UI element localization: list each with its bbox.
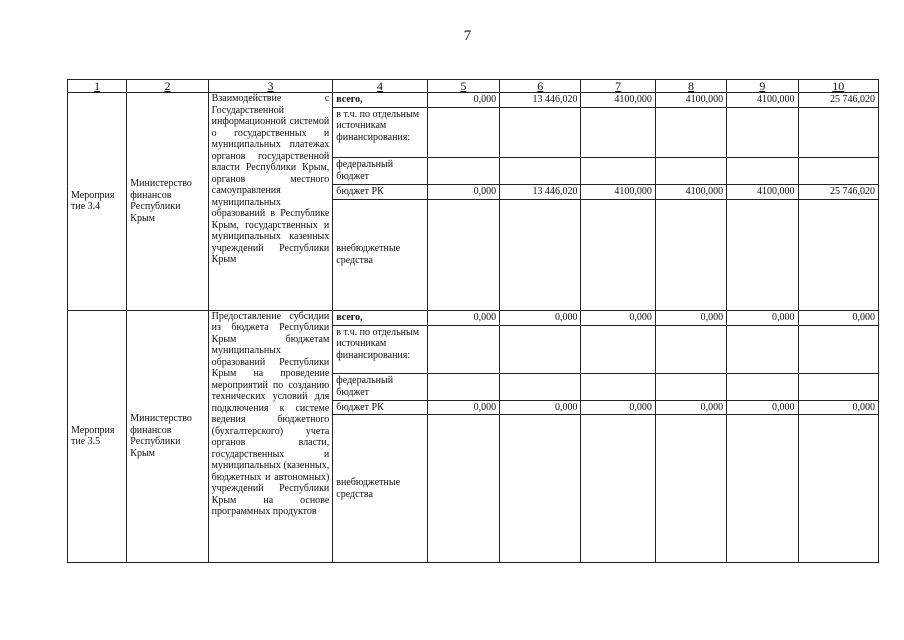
funding-source: внебюджетные средства [333,415,427,563]
value-cell [581,325,655,374]
value-cell [727,374,798,400]
value-cell [427,158,499,184]
value-cell: 4100,000 [581,184,655,199]
value-cell [500,325,581,374]
value-cell [427,325,499,374]
value-cell [500,199,581,310]
value-cell [655,374,726,400]
value-cell: 4100,000 [727,93,798,108]
value-cell: 4100,000 [727,184,798,199]
value-cell [500,107,581,158]
column-number-row [68,80,879,93]
financing-table [67,79,879,563]
measure-name: Мероприя тие 3.4 [68,93,127,311]
funding-source: бюджет РК [333,400,427,415]
value-cell: 0,000 [427,310,499,325]
value-cell: 0,000 [798,400,878,415]
value-cell: 0,000 [500,310,581,325]
value-cell: 13 446,020 [500,184,581,199]
value-cell: 4100,000 [655,93,726,108]
column-number-header: 8 [655,80,726,93]
funding-source: бюджет РК [333,184,427,199]
value-cell [655,325,726,374]
value-cell [581,158,655,184]
measure-description: Предоставление субсидии из бюджета Республики Крым бюджетам муниципальных образований Республики Крым на проведение мероприятий по созданию технических условий для подключения к системе ведения бюджетного (бухгалтерского) учета органов власти, государственных и муниципальных (казенных, бюджетных и автономных) учреждений Республики Крым на основе программных продуктов [208,310,333,562]
value-cell [427,415,499,563]
column-number-header: 4 [333,80,427,93]
value-cell [798,199,878,310]
value-cell: 13 446,020 [500,93,581,108]
value-cell: 0,000 [655,400,726,415]
column-number-header: 7 [581,80,655,93]
value-cell [727,158,798,184]
column-number-header: 6 [500,80,581,93]
value-cell [727,325,798,374]
value-cell [581,199,655,310]
executor: Министерство финансов Республики Крым [127,93,208,311]
value-cell: 4100,000 [581,93,655,108]
value-cell [655,158,726,184]
column-number-header: 10 [798,80,878,93]
value-cell: 25 746,020 [798,93,878,108]
value-cell [500,158,581,184]
column-number-header: 3 [208,80,333,93]
value-cell [500,374,581,400]
value-cell [798,107,878,158]
funding-source: федеральный бюджет [333,158,427,184]
funding-source: всего, [333,310,427,325]
value-cell: 0,000 [581,310,655,325]
value-cell [427,374,499,400]
value-cell: 0,000 [427,184,499,199]
value-cell: 0,000 [727,400,798,415]
measure-name: Мероприя тие 3.5 [68,310,127,562]
value-cell [798,158,878,184]
table-row [68,93,879,108]
page-number: 7 [463,28,472,44]
value-cell [655,107,726,158]
value-cell: 0,000 [727,310,798,325]
value-cell: 0,000 [655,310,726,325]
column-number-header: 5 [427,80,499,93]
funding-source: федеральный бюджет [333,374,427,400]
value-cell: 0,000 [500,400,581,415]
value-cell [655,415,726,563]
column-number-header: 2 [127,80,208,93]
value-cell [427,107,499,158]
funding-source: в т.ч. по отдельным источникам финансирования: [333,325,427,374]
value-cell [581,374,655,400]
value-cell: 0,000 [798,310,878,325]
value-cell [581,415,655,563]
value-cell [727,199,798,310]
value-cell [427,199,499,310]
value-cell: 0,000 [427,400,499,415]
value-cell: 0,000 [581,400,655,415]
funding-source: в т.ч. по отдельным источникам финансирования: [333,107,427,158]
value-cell [655,199,726,310]
value-cell: 25 746,020 [798,184,878,199]
value-cell [500,415,581,563]
value-cell [798,374,878,400]
column-number-header: 9 [727,80,798,93]
value-cell [581,107,655,158]
table-row [68,310,879,325]
value-cell [798,325,878,374]
value-cell [727,415,798,563]
value-cell: 4100,000 [655,184,726,199]
funding-source: внебюджетные средства [333,199,427,310]
column-number-header: 1 [68,80,127,93]
measure-description: Взаимодействие с Государственной информационной системой о государственных и муниципальных платежах органов государственной власти Республики Крым, органов местного самоуправления муниципальных образований в Республике Крым, государственных и муниципальных казенных учреждений Республики Крым [208,93,333,311]
executor: Министерство финансов Республики Крым [127,310,208,562]
value-cell: 0,000 [427,93,499,108]
funding-source: всего, [333,93,427,108]
value-cell [798,415,878,563]
value-cell [727,107,798,158]
